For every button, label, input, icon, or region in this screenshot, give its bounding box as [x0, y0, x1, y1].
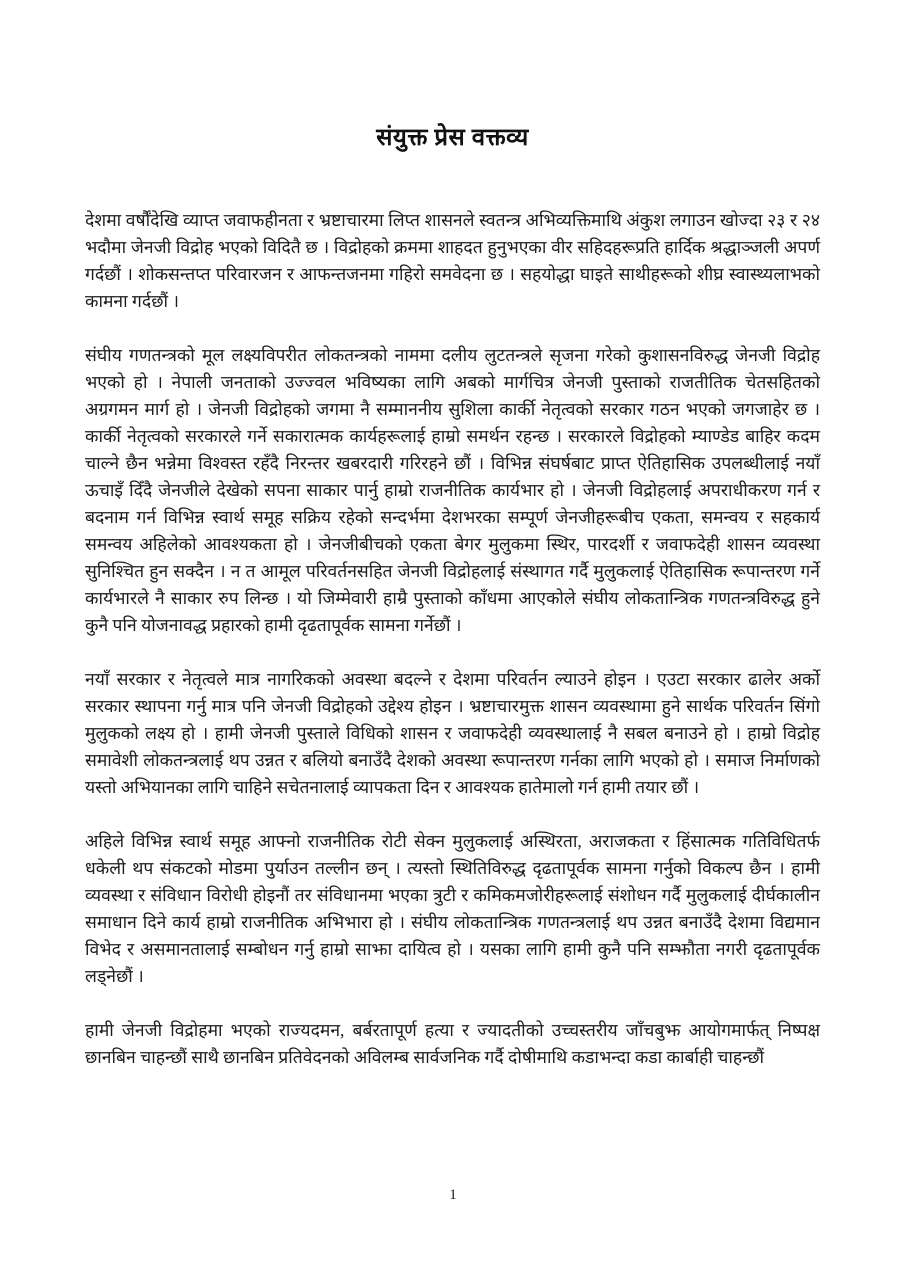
- paragraph-1: देशमा वर्षौंदेखि व्याप्त जवाफहीनता र भ्रष्टाचारमा लिप्त शासनले स्वतन्त्र अभिव्यक्तिमाथि अंकुश लगाउन खोज्दा २३ र २४ भदौमा जेनजी विद्रोह भएको विदितै छ । विद्रोहको क्रममा शाहदत हुनुभएका वीर सहिदहरूप्रति हार्दिक श्रद्धाञ्जली अपर्ण गर्दछौं । शोकसन्तप्त परिवारजन र आफन्तजनमा गहिरो समवेदना छ । सहयोद्धा घाइते साथीहरूको शीघ्र स्वास्थ्यलाभको कामना गर्दछौं ।: [85, 210, 820, 311]
- paragraph-2: संघीय गणतन्त्रको मूल लक्ष्यविपरीत लोकतन्त्रको नाममा दलीय लुटतन्त्रले सृजना गरेको कुशासनविरुद्ध जेनजी विद्रोह भएको हो । नेपाली जनताको उज्ज्वल भविष्यका लागि अबको मार्गचित्र जेनजी पुस्ताको राजतीतिक चेतसहितको अग्रगमन मार्ग हो । जेनजी विद्रोहको जगमा नै सम्माननीय सुशिला कार्की नेतृत्वको सरकार गठन भएको जगजाहेर छ । कार्की नेतृत्वको सरकारले गर्ने सकारात्मक कार्यहरूलाई हाम्रो समर्थन रहन्छ । सरकारले विद्रोहको म्याण्डेड बाहिर कदम चाल्ने छैन भन्नेमा विश्वस्त रहँदै निरन्तर खबरदारी गरिरहने छौं । विभिन्न संघर्षबाट प्राप्त ऐतिहासिक उपलब्धीलाई नयाँ ऊचाइँ दिँदै जेनजीले देखेको सपना साकार पार्नु हाम्रो राजनीतिक कार्यभार हो । जेनजी विद्रोहलाई अपराधीकरण गर्न र बदनाम गर्न विभिन्न स्वार्थ समूह सक्रिय रहेको सन्दर्भमा देशभरका सम्पूर्ण जेनजीहरूबीच एकता, समन्वय र सहकार्य समन्वय अहिलेको आवश्यकता हो । जेनजीबीचको एकता बेगर मुलुकमा स्थिर, पारदर्शी र जवाफदेही शासन व्यवस्था सुनिश्चित हुन सक्दैन । न त आमूल परिवर्तनसहित जेनजी विद्रोहलाई संस्थागत गर्दै मुलुकलाई ऐतिहासिक रूपान्तरण गर्ने कार्यभारले नै साकार रुप लिन्छ । यो जिम्मेवारी हाम्रै पुस्ताको काँधमा आएकोले संघीय लोकतान्त्रिक गणतन्त्रविरुद्ध हुने कुनै पनि योजनावद्ध प्रहारको हामी दृढतापूर्वक सामना गर्नेछौं ।: [85, 345, 820, 635]
- paragraph-4: अहिले विभिन्न स्वार्थ समूह आफ्नो राजनीतिक रोटी सेक्न मुलुकलाई अस्थिरता, अराजकता र हिंसात्मक गतिविधितर्फ धकेली थप संकटको मोडमा पुर्याउन तल्लीन छन् । त्यस्तो स्थितिविरुद्ध दृढतापूर्वक सामना गर्नुको विकल्प छैन । हामी व्यवस्था र संविधान विरोधी होइनौं तर संविधानमा भएका त्रुटी र कमिकमजोरीहरूलाई संशोधन गर्दै मुलुकलाई दीर्घकालीन समाधान दिने कार्य हाम्रो राजनीतिक अभिभारा हो । संघीय लोकतान्त्रिक गणतन्त्रलाई थप उन्नत बनाउँदै देशमा विद्यमान विभेद र असमानतालाई सम्बोधन गर्नु हाम्रो साझा दायित्व हो । यसका लागि हामी कुनै पनि सम्झौता नगरी दृढतापूर्वक लड्नेछौं ।: [85, 831, 820, 986]
- paragraph-5: हामी जेनजी विद्रोहमा भएको राज्यदमन, बर्बरतापूर्ण हत्या र ज्यादतीको उच्चस्तरीय जाँचबुझ आयोगमार्फत् निष्पक्ष छानबिन चाहन्छौं साथै छानबिन प्रतिवेदनको अविलम्ब सार्वजनिक गर्दै दोषीमाथि कडाभन्दा कडा कार्बाही चाहन्छौं: [85, 1020, 820, 1067]
- document-title: संयुक्त प्रेस वक्तव्य: [376, 125, 529, 151]
- document-content: [85, 120, 820, 1071]
- paragraph-3: नयाँ सरकार र नेतृत्वले मात्र नागरिकको अवस्था बदल्ने र देशमा परिवर्तन ल्याउने होइन । एउटा सरकार ढालेर अर्को सरकार स्थापना गर्नु मात्र पनि जेनजी विद्रोहको उद्देश्य होइन । भ्रष्टाचारमुक्त शासन व्यवस्थामा हुने सार्थक परिवर्तन सिंगो मुलुकको लक्ष्य हो । हामी जेनजी पुस्ताले विधिको शासन र जवाफदेही व्यवस्थालाई नै सबल बनाउने हो । हाम्रो विद्रोह समावेशी लोकतन्त्रलाई थप उन्नत र बलियो बनाउँदै देशको अवस्था रूपान्तरण गर्नका लागि भएको हो । समाज निर्माणको यस्तो अभियानका लागि चाहिने सचेतनालाई व्यापकता दिन र आवश्यक हातेमालो गर्न हामी तयार छौं ।: [85, 669, 820, 797]
- page-number: 1: [449, 1187, 457, 1203]
